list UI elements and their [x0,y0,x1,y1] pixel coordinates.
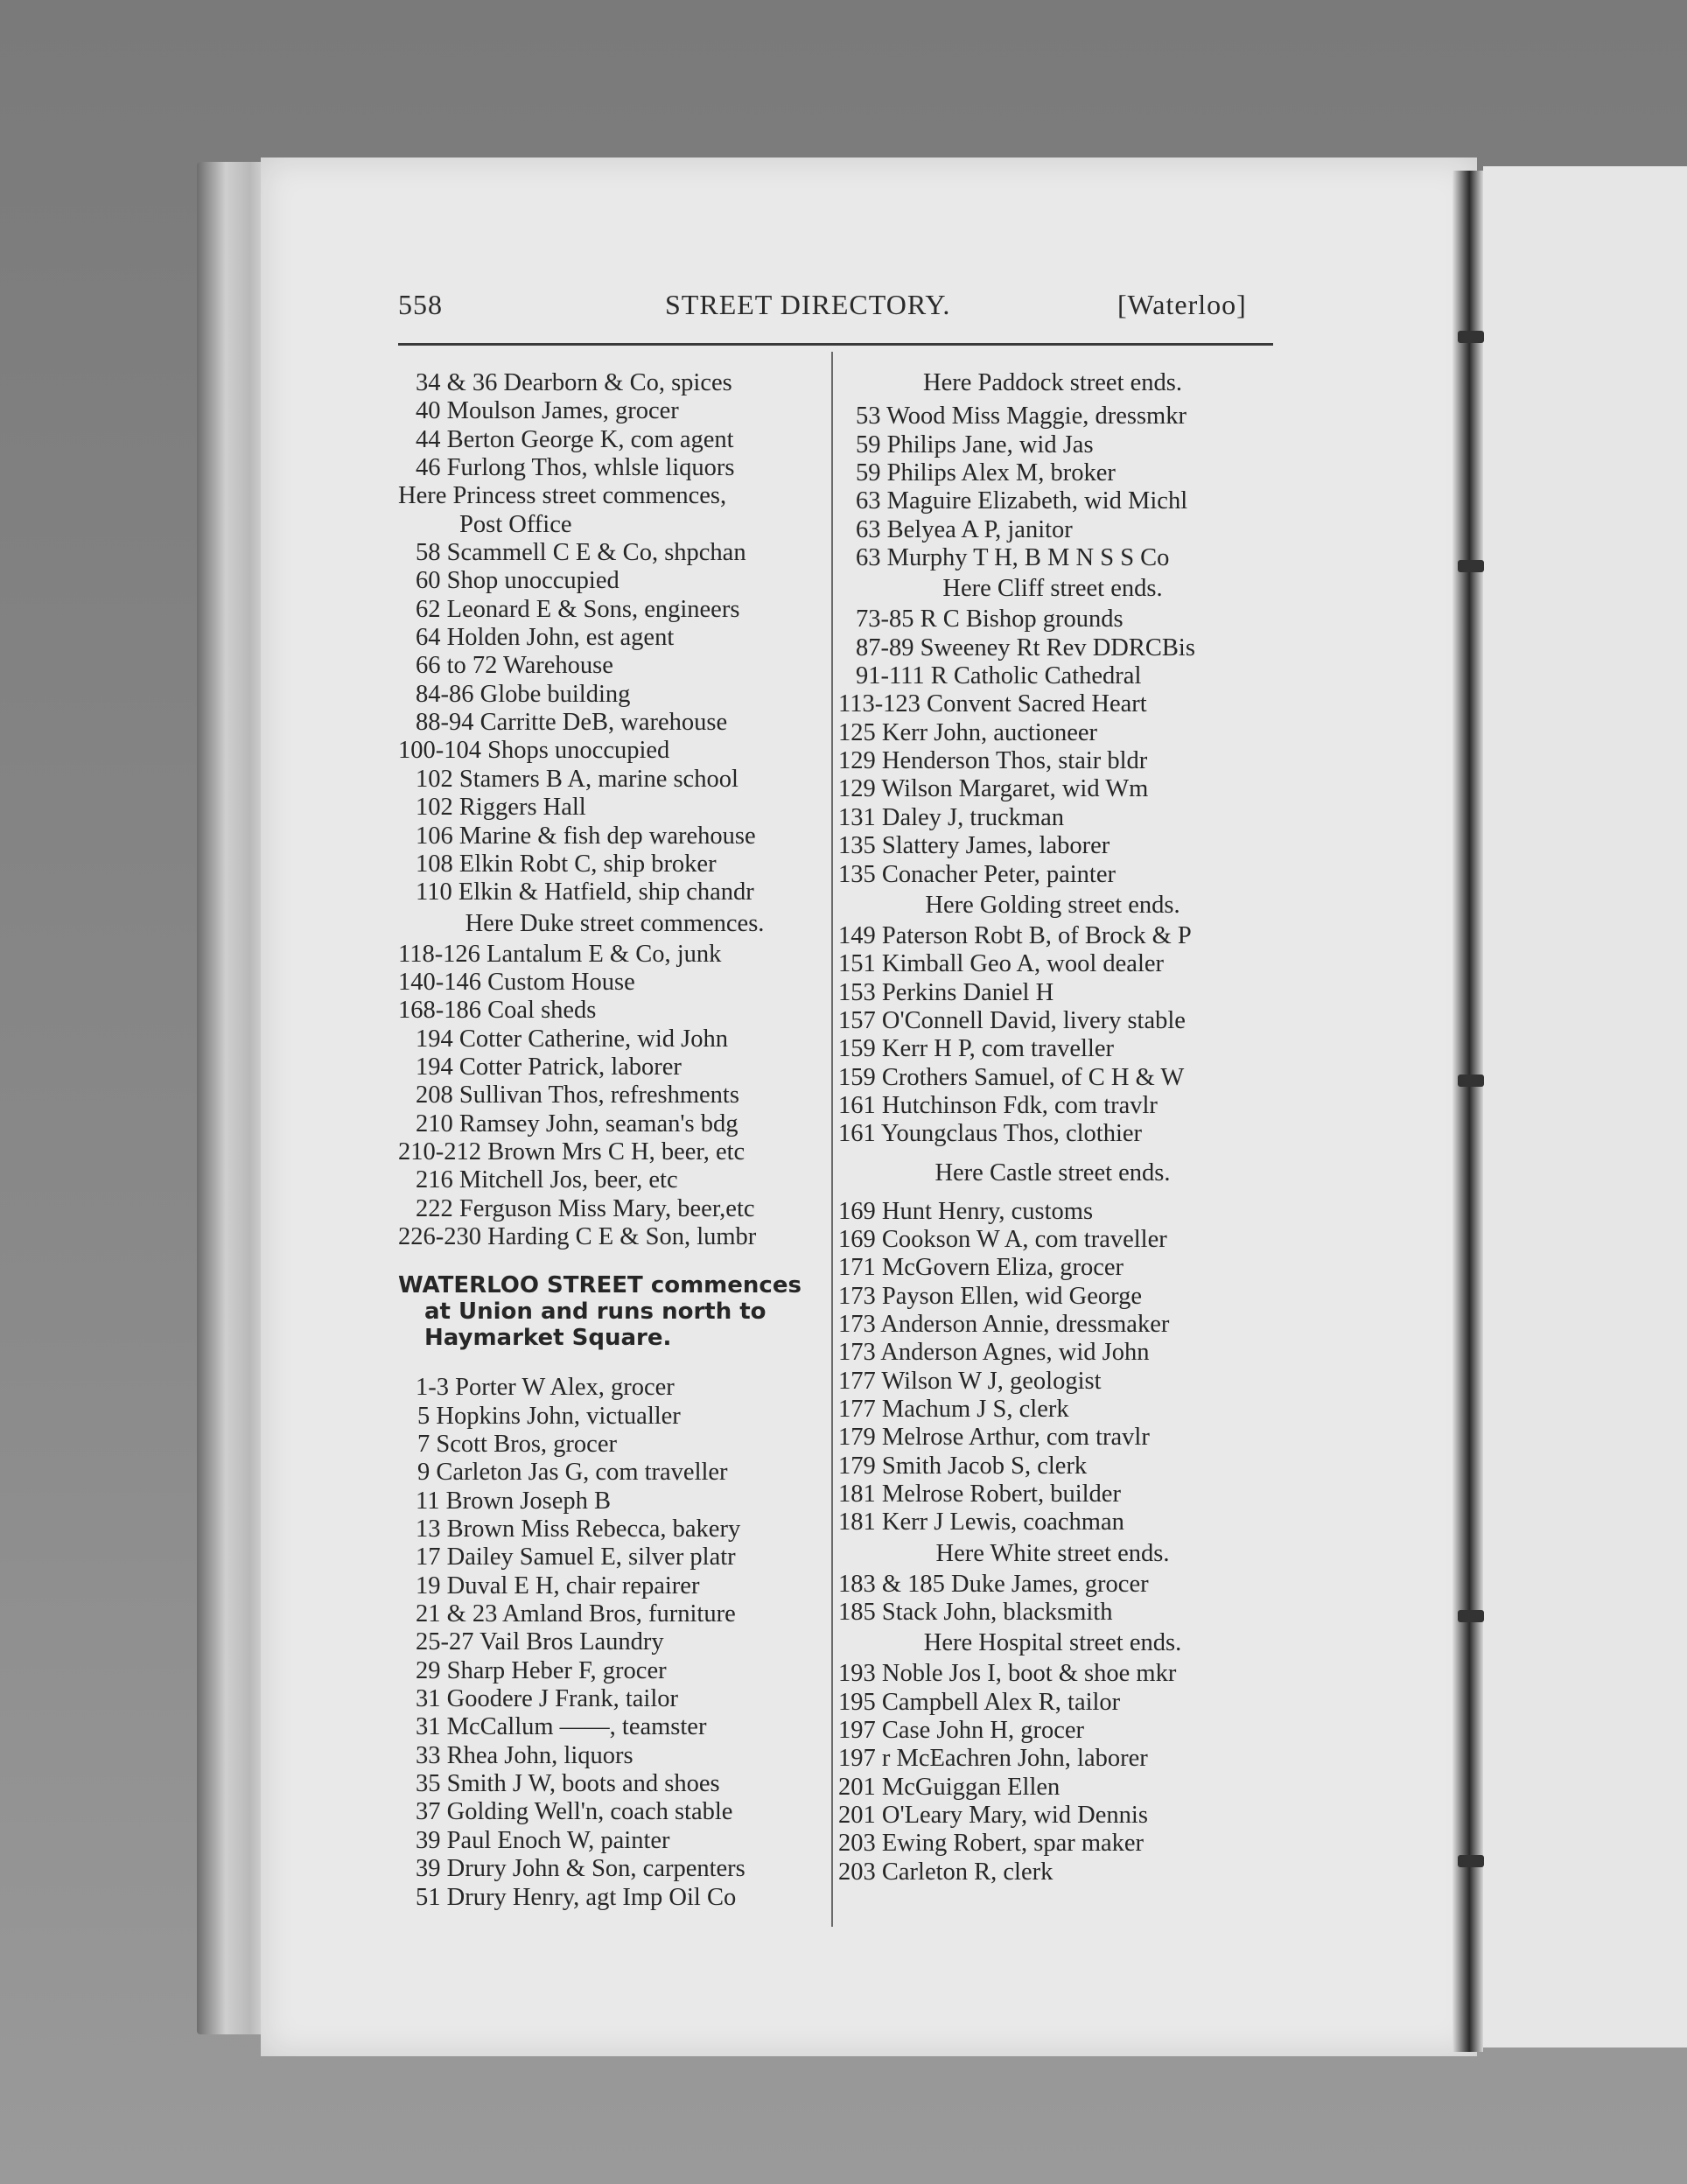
list-item: 91-111 R Catholic Cathedral [856,662,1142,690]
list-item: 113-123 Convent Sacred Heart [838,690,1147,718]
list-item: 51 Drury Henry, agt Imp Oil Co [416,1883,737,1911]
list-item: 35 Smith J W, boots and shoes [416,1770,720,1798]
list-item: 29 Sharp Heber F, grocer [416,1656,667,1684]
list-item: 210 Ramsey John, seaman's bdg [416,1110,738,1138]
list-item: 87-89 Sweeney Rt Rev DDRCBis [856,634,1195,662]
list-item: 171 McGovern Eliza, grocer [838,1254,1124,1282]
list-item: 161 Hutchinson Fdk, com travlr [838,1091,1158,1119]
list-item: 58 Scammell C E & Co, shpchan [416,539,746,567]
list-item: 63 Belyea A P, janitor [856,515,1073,543]
list-item: 11 Brown Joseph B [416,1487,611,1515]
list-item: 118-126 Lantalum E & Co, junk [398,940,722,968]
left-column [398,369,831,1912]
list-item: 151 Kimball Geo A, wool dealer [838,950,1165,978]
list-item: 169 Hunt Henry, customs [838,1197,1094,1225]
list-item: 159 Crothers Samuel, of C H & W [838,1063,1185,1091]
list-item: 1-3 Porter W Alex, grocer [416,1374,675,1402]
list-item: 210-212 Brown Mrs C H, beer, etc [398,1138,746,1166]
list-item: 201 McGuiggan Ellen [838,1773,1060,1801]
list-item: 88-94 Carritte DeB, warehouse [416,709,728,737]
list-item: 168-186 Coal sheds [398,997,597,1025]
list-item: 73-85 R C Bishop grounds [856,606,1124,634]
list-item: 39 Paul Enoch W, painter [416,1826,670,1854]
section-label: [Waterloo] [1117,289,1247,320]
list-item: 203 Ewing Robert, spar maker [838,1830,1144,1858]
spacer [398,1351,831,1374]
list-item: 59 Philips Alex M, broker [856,459,1116,487]
list-item: 46 Furlong Thos, whlsle liquors [416,454,735,482]
list-item: 100-104 Shops unoccupied [398,737,670,765]
list-item: 226-230 Harding C E & Son, lumbr [398,1222,757,1250]
list-item: 181 Kerr J Lewis, coachman [838,1508,1124,1536]
list-item: 59 Philips Jane, wid Jas [856,430,1094,458]
right-column [838,369,1267,1886]
list-item: 25-27 Vail Bros Laundry [416,1628,664,1656]
list-item: 21 & 23 Amland Bros, furniture [416,1600,736,1628]
list-item: 157 O'Connell David, livery stable [838,1006,1186,1034]
list-item: 66 to 72 Warehouse [416,652,613,680]
list-item: 185 Stack John, blacksmith [838,1599,1113,1627]
binding-stitch [1458,1074,1484,1087]
spacer [398,1251,831,1272]
list-item: 5 Hopkins John, victualler [417,1402,681,1430]
list-item: 173 Anderson Annie, dressmaker [838,1310,1170,1338]
list-item: 131 Daley J, truckman [838,803,1065,831]
list-item: 39 Drury John & Son, carpenters [416,1855,746,1883]
list-item: 129 Henderson Thos, stair bldr [838,747,1148,775]
list-item: 106 Marine & fish dep warehouse [416,822,756,850]
list-item: 13 Brown Miss Rebecca, bakery [416,1516,741,1544]
list-item: 159 Kerr H P, com traveller [838,1035,1114,1063]
list-item: 161 Youngclaus Thos, clothier [838,1120,1143,1148]
binding-stitch [1458,1855,1484,1867]
list-item: 17 Dailey Samuel E, silver platr [416,1544,736,1572]
list-item: 53 Wood Miss Maggie, dressmkr [856,402,1186,430]
street-heading: Haymarket Square. [424,1325,672,1352]
list-item: 84-86 Globe building [416,680,631,708]
street-note: Here Castle street ends. [934,1158,1171,1186]
list-item: 201 O'Leary Mary, wid Dennis [838,1802,1148,1830]
street-note: Here Princess street commences, [398,482,727,510]
street-note: Post Office [459,510,572,538]
list-item: 31 McCallum ——, teamster [416,1713,707,1741]
street-note: Here Cliff street ends. [942,575,1163,603]
list-item: 135 Conacher Peter, painter [838,860,1116,888]
binding-stitch [1458,1610,1484,1622]
page-title: STREET DIRECTORY. [665,289,951,320]
street-note: Here Golding street ends. [925,891,1180,919]
list-item: 19 Duval E H, chair repairer [416,1572,700,1600]
book-spine [1452,171,1483,2052]
street-heading: WATERLOO STREET commences [398,1272,802,1299]
list-item: 177 Wilson W J, geologist [838,1367,1102,1395]
list-item: 102 Stamers B A, marine school [416,765,738,793]
street-heading: at Union and runs north to [424,1298,766,1326]
list-item: 181 Melrose Robert, builder [838,1480,1121,1508]
list-item: 34 & 36 Dearborn & Co, spices [416,369,732,396]
street-note: Here Paddock street ends. [923,369,1182,396]
list-item: 44 Berton George K, com agent [416,425,734,453]
list-item: 63 Maguire Elizabeth, wid Michl [856,487,1188,515]
list-item: 62 Leonard E & Sons, engineers [416,595,740,623]
list-item: 183 & 185 Duke James, grocer [838,1570,1149,1598]
list-item: 193 Noble Jos I, boot & shoe mkr [838,1660,1177,1688]
list-item: 9 Carleton Jas G, com traveller [417,1459,728,1487]
list-item: 40 Moulson James, grocer [416,397,679,425]
list-item: 129 Wilson Margaret, wid Wm [838,775,1149,803]
list-item: 173 Payson Ellen, wid George [838,1282,1142,1310]
list-item: 222 Ferguson Miss Mary, beer,etc [416,1194,755,1222]
list-item: 140-146 Custom House [398,968,635,996]
list-item: 63 Murphy T H, B M N S S Co [856,544,1170,572]
list-item: 110 Elkin & Hatfield, ship chandr [416,878,754,906]
list-item: 195 Campbell Alex R, tailor [838,1688,1121,1716]
column-divider [831,352,833,1927]
list-item: 33 Rhea John, liquors [416,1741,634,1769]
list-item: 37 Golding Well'n, coach stable [416,1798,733,1826]
list-item: 216 Mitchell Jos, beer, etc [416,1166,678,1194]
page-number: 558 [398,289,443,320]
list-item: 149 Paterson Robt B, of Brock & P [838,921,1192,949]
list-item: 179 Smith Jacob S, clerk [838,1452,1088,1480]
list-item: 108 Elkin Robt C, ship broker [416,850,717,878]
binding-stitch [1458,331,1484,343]
header-rule [398,343,1273,346]
list-item: 64 Holden John, est agent [416,624,675,652]
list-item: 208 Sullivan Thos, refreshments [416,1082,739,1110]
facing-page [1483,166,1687,2048]
list-item: 135 Slattery James, laborer [838,832,1110,860]
list-item: 60 Shop unoccupied [416,567,620,595]
list-item: 194 Cotter Patrick, laborer [416,1053,682,1081]
binding-stitch [1458,560,1484,572]
list-item: 153 Perkins Daniel H [838,978,1054,1006]
street-note: Here White street ends. [935,1539,1170,1567]
list-item: 197 Case John H, grocer [838,1717,1084,1745]
street-note: Here Hospital street ends. [923,1629,1182,1657]
list-item: 7 Scott Bros, grocer [417,1431,617,1458]
list-item: 177 Machum J S, clerk [838,1396,1069,1423]
list-item: 203 Carleton R, clerk [838,1858,1054,1886]
list-item: 173 Anderson Agnes, wid John [838,1339,1150,1367]
page-header [398,289,1278,332]
list-item: 102 Riggers Hall [416,794,586,822]
list-item: 197 r McEachren John, laborer [838,1745,1148,1773]
list-item: 31 Goodere J Frank, tailor [416,1685,678,1713]
list-item: 179 Melrose Arthur, com travlr [838,1424,1150,1452]
street-note: Here Duke street commences. [465,909,765,937]
list-item: 194 Cotter Catherine, wid John [416,1025,728,1053]
list-item: 125 Kerr John, auctioneer [838,718,1097,746]
list-item: 169 Cookson W A, com traveller [838,1225,1167,1253]
